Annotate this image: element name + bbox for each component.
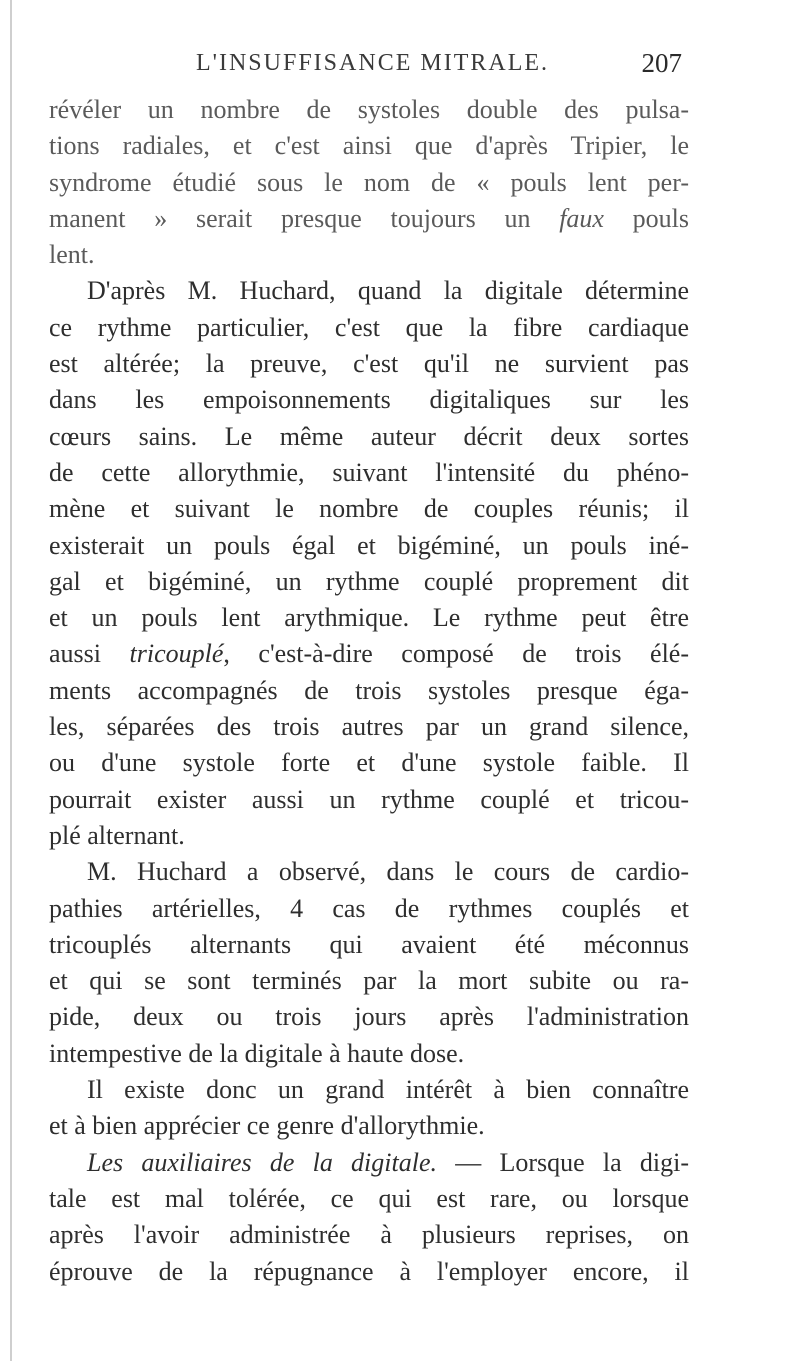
text-line: les, séparées des trois autres par un grand silence, xyxy=(49,712,689,742)
paragraph-start: D'après M. Huchard, quand la digitale détermine xyxy=(87,276,689,306)
running-head: L'INSUFFISANCE MITRALE. xyxy=(196,50,550,76)
page-number: 207 xyxy=(641,48,682,78)
paragraph-start: Il existe donc un grand intérêt à bien connaître xyxy=(87,1075,689,1105)
text-line: ce rythme particulier, c'est que la fibre cardiaque xyxy=(49,312,689,342)
text-line: mène et suivant le nombre de couples réunis; il xyxy=(49,494,689,524)
text-line: de cette allorythmie, suivant l'intensité du phéno- xyxy=(49,457,689,487)
text-line: tricouplés alternants qui avaient été méconnus xyxy=(49,929,689,959)
text-line: aussi tricouplé, c'est-à-dire composé de trois élé- xyxy=(49,639,689,669)
text-line: gal et bigéminé, un rythme couplé proprement dit xyxy=(49,566,689,596)
text-line: existerait un pouls égal et bigéminé, un pouls iné- xyxy=(49,530,689,560)
text-line: lent. xyxy=(49,240,95,270)
text-line: ou d'une systole forte et d'une systole faible. Il xyxy=(49,748,689,778)
binding-edge xyxy=(10,0,12,1361)
text-line: et qui se sont terminés par la mort subite ou ra- xyxy=(49,966,689,996)
body-text xyxy=(49,92,689,1290)
text-line: et un pouls lent arythmique. Le rythme peut être xyxy=(49,603,689,633)
text-line: ments accompagnés de trois systoles presque éga- xyxy=(49,675,689,705)
text-line: plé alternant. xyxy=(49,820,185,850)
text-line: syndrome étudié sous le nom de « pouls lent per- xyxy=(49,167,689,197)
text-line: intempestive de la digitale à haute dose. xyxy=(49,1038,465,1068)
text-line: révéler un nombre de systoles double des pulsa- xyxy=(49,95,689,124)
text-line: tions radiales, et c'est ainsi que d'après Tripier, le xyxy=(49,131,689,161)
paragraph-start: Les auxiliaires de la digitale. — Lorsque la digi- xyxy=(87,1147,689,1177)
text-line: dans les empoisonnements digitaliques sur les xyxy=(49,385,689,415)
text-line: est altérée; la preuve, c'est qu'il ne survient pas xyxy=(49,349,689,379)
text-line: tale est mal tolérée, ce qui est rare, ou lorsque xyxy=(49,1183,689,1213)
text-line: éprouve de la répugnance à l'employer encore, il xyxy=(49,1256,689,1286)
section-heading: Les auxiliaires de la digitale. xyxy=(87,1147,437,1177)
italic-term: tricouplé xyxy=(129,639,224,669)
text-line: et à bien apprécier ce genre d'allorythmie. xyxy=(49,1111,485,1141)
italic-term: faux xyxy=(559,203,604,233)
paragraph-start: M. Huchard a observé, dans le cours de cardio- xyxy=(87,857,689,887)
text-line: pourrait exister aussi un rythme couplé et tricou- xyxy=(49,784,689,814)
text-line: après l'avoir administrée à plusieurs reprises, on xyxy=(49,1220,689,1250)
text-line: pathies artérielles, 4 cas de rythmes couplés et xyxy=(49,893,689,923)
text-line: pide, deux ou trois jours après l'administration xyxy=(49,1002,689,1032)
text-line: manent » serait presque toujours un faux pouls xyxy=(49,203,690,233)
text-line: cœurs sains. Le même auteur décrit deux sortes xyxy=(49,421,689,451)
